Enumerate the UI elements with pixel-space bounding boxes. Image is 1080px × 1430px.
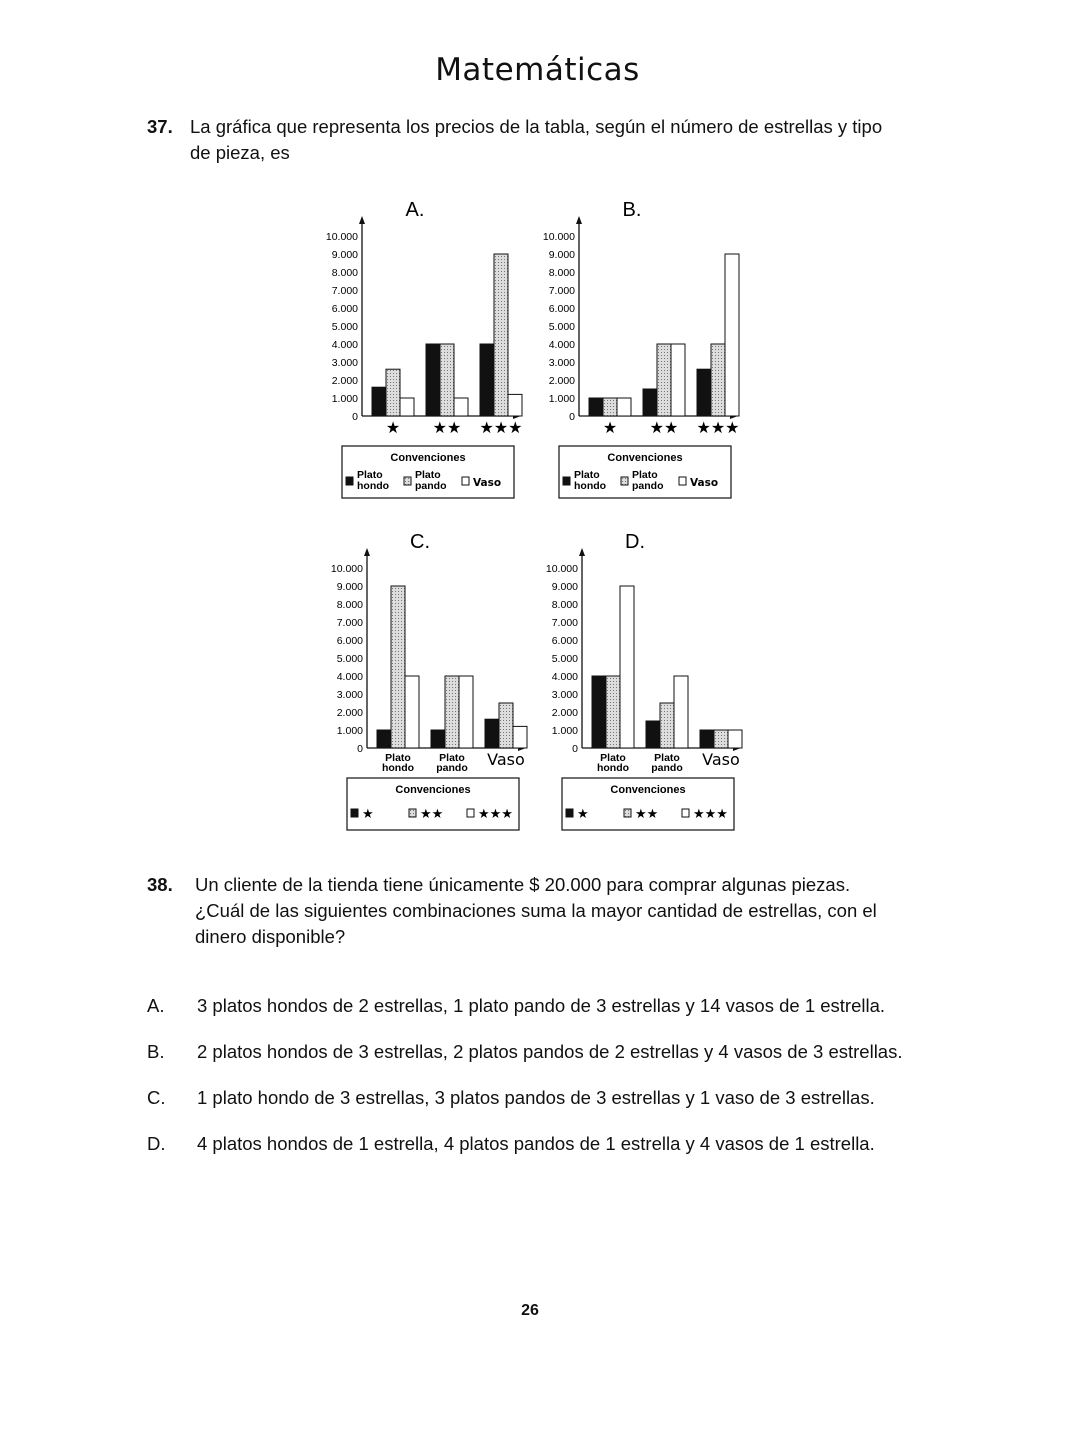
y-tick-label: 8.000 <box>551 599 578 611</box>
chart-label: D. <box>625 531 645 553</box>
y-tick-label: 5.000 <box>331 321 358 333</box>
legend-label: pando <box>632 480 664 492</box>
legend-swatch <box>346 477 353 485</box>
option-c-letter: C. <box>147 1087 166 1108</box>
y-tick-label: 6.000 <box>331 303 358 315</box>
chart-option-d <box>520 528 750 838</box>
question-37-number: 37. <box>147 116 173 137</box>
x-tick-label: ★★ <box>649 418 679 437</box>
y-tick-label: 4.000 <box>551 671 578 683</box>
x-tick-label: ★ <box>385 418 401 437</box>
y-tick-label: 1.000 <box>551 725 578 737</box>
question-38-question-line1: ¿Cuál de las siguientes combinaciones suma la mayor cantidad de estrellas, con el <box>195 900 877 921</box>
question-38-text: Un cliente de la tienda tiene únicamente $ 20.000 para comprar algunas piezas. <box>195 874 851 895</box>
chart-option-b <box>517 196 747 506</box>
bar <box>700 730 714 748</box>
legend-swatch <box>563 477 570 485</box>
legend-label: ★★ <box>420 807 444 822</box>
legend-label: Vaso <box>690 477 719 489</box>
legend-swatch <box>351 809 358 817</box>
legend-label: hondo <box>357 480 390 492</box>
legend-label: Plato <box>574 469 600 481</box>
legend-label: Vaso <box>473 477 502 489</box>
bar <box>592 676 606 748</box>
y-tick-label: 1.000 <box>336 725 363 737</box>
y-tick-label: 0 <box>352 411 358 423</box>
legend-title: Convenciones <box>610 784 686 796</box>
legend-label: ★★★ <box>478 807 513 822</box>
y-tick-label: 7.000 <box>548 285 575 297</box>
x-tick-label: ★★★ <box>479 418 523 437</box>
legend-swatch <box>462 477 469 485</box>
y-axis-arrow-icon <box>364 548 370 556</box>
legend-swatch <box>624 809 631 817</box>
y-axis-arrow-icon <box>359 216 365 224</box>
chart-label: B. <box>622 199 642 221</box>
x-tick-label: pando <box>651 762 683 774</box>
chart-svg <box>517 196 747 506</box>
y-tick-label: 4.000 <box>336 671 363 683</box>
y-tick-label: 9.000 <box>336 581 363 593</box>
y-tick-label: 0 <box>357 743 363 755</box>
page-number: 26 <box>521 1302 539 1319</box>
x-tick-label: pando <box>436 762 468 774</box>
bar <box>660 703 674 748</box>
legend-swatch <box>409 809 416 817</box>
y-tick-label: 9.000 <box>331 249 358 261</box>
bar <box>714 730 728 748</box>
bar <box>494 254 508 416</box>
chart-label: C. <box>410 531 430 553</box>
bar <box>646 721 660 748</box>
y-tick-label: 3.000 <box>331 357 358 369</box>
bar <box>606 676 620 748</box>
legend-title: Convenciones <box>395 784 471 796</box>
bar <box>405 676 419 748</box>
legend-swatch <box>404 477 411 485</box>
bar <box>372 387 386 416</box>
bar <box>485 719 499 748</box>
legend-title: Convenciones <box>390 452 466 464</box>
option-d-text: 4 platos hondos de 1 estrella, 4 platos pandos de 1 estrella y 4 vasos de 1 estrella. <box>197 1133 875 1154</box>
question-38-question-line2: dinero disponible? <box>195 926 346 947</box>
y-tick-label: 4.000 <box>331 339 358 351</box>
bar <box>499 703 513 748</box>
x-tick-label: Plato <box>654 752 680 764</box>
y-axis-arrow-icon <box>576 216 582 224</box>
question-38-number: 38. <box>147 874 173 895</box>
bar <box>377 730 391 748</box>
x-tick-label: ★★★ <box>696 418 740 437</box>
y-tick-label: 5.000 <box>551 653 578 665</box>
bar <box>711 344 725 416</box>
y-tick-label: 8.000 <box>336 599 363 611</box>
chart-label: A. <box>405 199 425 221</box>
x-tick-label: Plato <box>385 752 411 764</box>
question-37-text-line2: de pieza, es <box>190 142 290 163</box>
legend-label: Plato <box>632 469 658 481</box>
y-tick-label: 2.000 <box>331 375 358 387</box>
y-tick-label: 2.000 <box>551 707 578 719</box>
y-tick-label: 7.000 <box>331 285 358 297</box>
chart-option-c <box>305 528 535 838</box>
y-tick-label: 7.000 <box>336 617 363 629</box>
y-tick-label: 1.000 <box>331 393 358 405</box>
y-tick-label: 2.000 <box>548 375 575 387</box>
legend-label: Plato <box>357 469 383 481</box>
y-tick-label: 2.000 <box>336 707 363 719</box>
x-tick-label: Plato <box>439 752 465 764</box>
y-tick-label: 0 <box>572 743 578 755</box>
bar <box>697 369 711 416</box>
bar <box>400 398 414 416</box>
bar <box>386 369 400 416</box>
y-tick-label: 10.000 <box>325 231 358 243</box>
x-tick-label: ★ <box>602 418 618 437</box>
y-tick-label: 4.000 <box>548 339 575 351</box>
option-c-text: 1 plato hondo de 3 estrellas, 3 platos pandos de 3 estrellas y 1 vaso de 3 estrellas. <box>197 1087 875 1108</box>
bar <box>671 344 685 416</box>
bar <box>445 676 459 748</box>
legend-title: Convenciones <box>607 452 683 464</box>
chart-option-a <box>300 196 530 506</box>
y-tick-label: 10.000 <box>542 231 575 243</box>
chart-svg <box>520 528 750 838</box>
bar <box>603 398 617 416</box>
x-tick-label: Vaso <box>487 750 525 769</box>
y-tick-label: 6.000 <box>551 635 578 647</box>
legend-swatch <box>467 809 474 817</box>
bar <box>728 730 742 748</box>
legend-swatch <box>682 809 689 817</box>
bar <box>440 344 454 416</box>
bar <box>431 730 445 748</box>
bar <box>426 344 440 416</box>
y-tick-label: 9.000 <box>551 581 578 593</box>
bar <box>454 398 468 416</box>
bar <box>620 586 634 748</box>
x-tick-label: Vaso <box>702 750 740 769</box>
y-tick-label: 6.000 <box>548 303 575 315</box>
legend-label: hondo <box>574 480 607 492</box>
y-tick-label: 8.000 <box>548 267 575 279</box>
legend-label: Plato <box>415 469 441 481</box>
x-tick-label: Plato <box>600 752 626 764</box>
option-d-letter: D. <box>147 1133 166 1154</box>
y-tick-label: 0 <box>569 411 575 423</box>
option-a-text: 3 platos hondos de 2 estrellas, 1 plato pando de 3 estrellas y 14 vasos de 1 estrella. <box>197 995 886 1016</box>
legend-swatch <box>621 477 628 485</box>
y-tick-label: 3.000 <box>548 357 575 369</box>
option-a-letter: A. <box>147 995 165 1016</box>
option-b-text: 2 platos hondos de 3 estrellas, 2 platos pandos de 2 estrellas y 4 vasos de 3 estrellas. <box>197 1041 903 1062</box>
y-tick-label: 10.000 <box>330 563 363 575</box>
bar <box>657 344 671 416</box>
legend-label: pando <box>415 480 447 492</box>
bar <box>459 676 473 748</box>
y-tick-label: 1.000 <box>548 393 575 405</box>
y-tick-label: 3.000 <box>336 689 363 701</box>
y-tick-label: 5.000 <box>336 653 363 665</box>
legend-label: ★★ <box>635 807 659 822</box>
y-tick-label: 8.000 <box>331 267 358 279</box>
x-tick-label: ★★ <box>432 418 462 437</box>
legend-swatch <box>679 477 686 485</box>
bar <box>674 676 688 748</box>
chart-svg <box>300 196 530 506</box>
y-tick-label: 5.000 <box>548 321 575 333</box>
legend-label: ★★★ <box>693 807 728 822</box>
y-tick-label: 7.000 <box>551 617 578 629</box>
y-tick-label: 9.000 <box>548 249 575 261</box>
bar <box>391 586 405 748</box>
legend-label: ★ <box>577 807 589 822</box>
x-tick-label: hondo <box>596 762 630 774</box>
chart-svg <box>305 528 535 838</box>
y-tick-label: 10.000 <box>545 563 578 575</box>
legend-swatch <box>566 809 573 817</box>
y-axis-arrow-icon <box>579 548 585 556</box>
page-title: Matemáticas <box>435 52 640 88</box>
bar <box>725 254 739 416</box>
option-b-letter: B. <box>147 1041 165 1062</box>
bar <box>643 389 657 416</box>
bar <box>589 398 603 416</box>
legend-label: ★ <box>362 807 374 822</box>
x-tick-label: hondo <box>381 762 415 774</box>
bar <box>480 344 494 416</box>
y-tick-label: 3.000 <box>551 689 578 701</box>
question-37-text-line1: La gráfica que representa los precios de la tabla, según el número de estrellas y tipo <box>190 116 883 137</box>
bar <box>617 398 631 416</box>
y-tick-label: 6.000 <box>336 635 363 647</box>
